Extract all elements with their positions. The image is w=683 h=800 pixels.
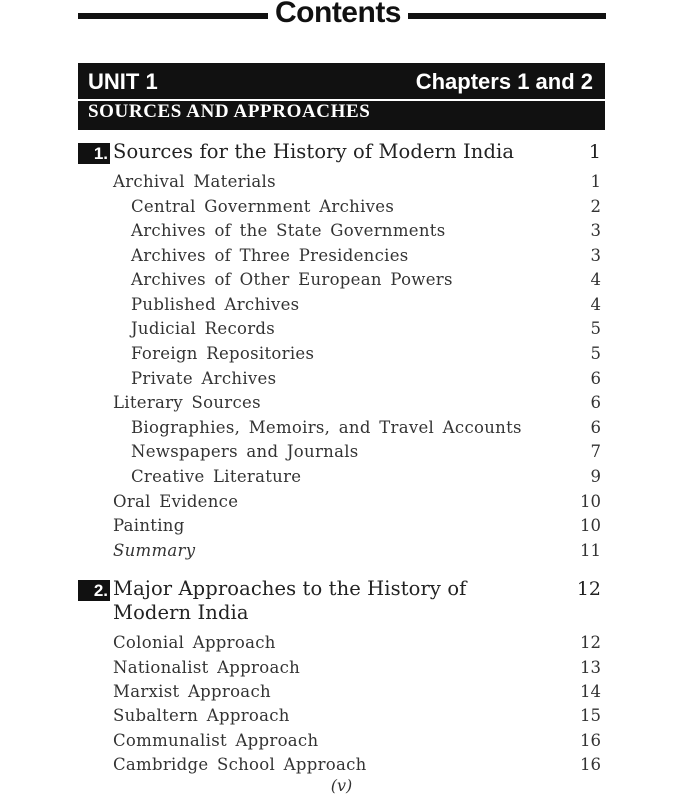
toc-entry[interactable]: Creative Literature <box>131 467 302 486</box>
unit-banner <box>78 63 605 130</box>
page-title: Contents <box>275 0 401 29</box>
toc-entry[interactable]: Archives of the State Governments <box>131 221 446 240</box>
toc-page-number: 16 <box>580 731 601 750</box>
toc-page-number: 9 <box>590 467 601 486</box>
header-rule-left <box>78 13 268 19</box>
toc-entry[interactable]: Nationalist Approach <box>113 658 301 677</box>
toc-entry[interactable]: Cambridge School Approach <box>113 755 367 774</box>
folio-page-number: (v) <box>330 776 353 795</box>
toc-page-number: 5 <box>590 344 601 363</box>
toc-page-number: 12 <box>580 633 601 652</box>
header-rule-right <box>408 13 606 19</box>
toc-page-number: 6 <box>590 418 601 437</box>
toc-entry[interactable]: Archival Materials <box>113 172 276 191</box>
toc-entry[interactable]: Communalist Approach <box>113 731 319 750</box>
toc-entry[interactable]: Literary Sources <box>113 393 261 412</box>
unit-chapters: Chapters 1 and 2 <box>415 69 593 94</box>
toc-entry[interactable]: Published Archives <box>131 295 300 314</box>
toc-entry[interactable]: Archives of Three Presidencies <box>131 246 409 265</box>
toc-page-number: 4 <box>590 270 601 289</box>
toc-page-number: 2 <box>590 197 601 216</box>
toc-entry[interactable]: Archives of Other European Powers <box>131 270 453 289</box>
toc-page-number: 4 <box>590 295 601 314</box>
toc-page-number: 11 <box>580 541 601 560</box>
toc-entry[interactable]: Oral Evidence <box>113 492 239 511</box>
toc-entry[interactable]: Judicial Records <box>131 319 276 338</box>
chapter-title: Sources for the History of Modern India <box>113 140 515 163</box>
toc-entry[interactable]: Newspapers and Journals <box>131 442 359 461</box>
toc-entry[interactable]: Marxist Approach <box>113 682 271 701</box>
toc-page-number: 5 <box>590 319 601 338</box>
toc-page-number: 10 <box>580 492 601 511</box>
toc-page-number: 15 <box>580 706 601 725</box>
toc-page-number: 1 <box>590 172 601 191</box>
toc-entry[interactable]: Summary <box>113 541 196 560</box>
contents-header <box>78 0 606 36</box>
toc-entry[interactable]: Colonial Approach <box>113 633 276 652</box>
toc-page-number: 14 <box>580 682 601 701</box>
toc-page-number: 16 <box>580 755 601 774</box>
toc-entry[interactable]: Painting <box>113 516 185 535</box>
chapter-page: 1 <box>588 141 601 163</box>
toc-page-number: 3 <box>590 246 601 265</box>
chapter-number: 1. <box>78 143 110 164</box>
chapter-number: 2. <box>78 580 110 601</box>
toc-page-number: 13 <box>580 658 601 677</box>
unit-subtitle: SOURCES AND APPROACHES <box>88 101 371 122</box>
toc-entry[interactable]: Private Archives <box>131 369 277 388</box>
toc-entry[interactable]: Subaltern Approach <box>113 706 290 725</box>
toc-page-number: 7 <box>590 442 601 461</box>
chapter-page: 12 <box>576 578 601 600</box>
toc-page-number: 6 <box>590 393 601 412</box>
chapter-title: Major Approaches to the History of Modern India <box>113 577 467 624</box>
toc-entry[interactable]: Biographies, Memoirs, and Travel Accounts <box>131 418 522 437</box>
toc-entry[interactable]: Central Government Archives <box>131 197 395 216</box>
toc-page-number: 3 <box>590 221 601 240</box>
toc-page-number: 10 <box>580 516 601 535</box>
toc-entry[interactable]: Foreign Repositories <box>131 344 315 363</box>
toc-page-number: 6 <box>590 369 601 388</box>
unit-label: UNIT 1 <box>88 69 158 94</box>
